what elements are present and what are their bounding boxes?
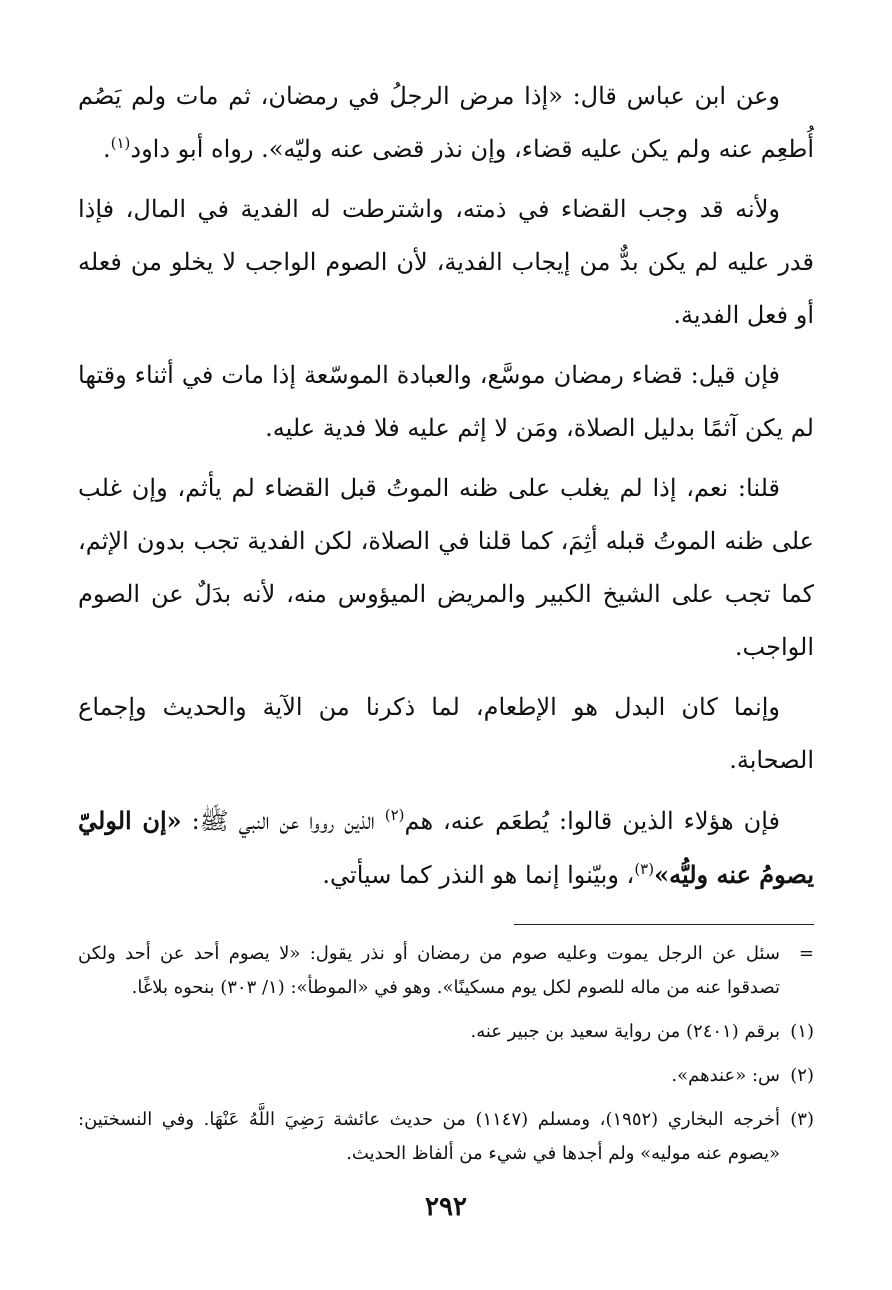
paragraph-substitute: وإنما كان البدل هو الإطعام، لما ذكرنا من الآية والحديث وإجماع الصحابة. <box>78 693 814 774</box>
main-text <box>78 70 814 902</box>
page-number: ٢٩٢ <box>425 1192 467 1222</box>
paragraph-narrators <box>78 794 814 902</box>
footnote-text: سئل عن الرجل يموت وعليه صوم من رمضان أو نذر يقول: «لا يصوم أحد عن أحد ولكن تصدقوا عنه من ماله للصوم لكل يوم مسكينًا». وهو في «الموطأ»: (١/ ٣٠٣) بنحوه بلاغًا. <box>78 943 780 998</box>
footnote-3 <box>78 1103 814 1171</box>
footnote-text: برقم (٢٤٠١) من رواية سعيد بن جبير عنه. <box>470 1021 780 1042</box>
paragraph-objection: فإن قيل: قضاء رمضان موسَّع، والعبادة الموسّعة إذا مات في أثناء وقتها لم يكن آثمًا بدليل الصلاة، ومَن لا إثم عليه فلا فدية عليه. <box>78 361 814 442</box>
footnote-2 <box>78 1059 814 1093</box>
paragraph-ibn-abbas <box>78 70 814 176</box>
footnote-mark: (٣) <box>790 1109 814 1130</box>
footnote-ref-2: (٢) <box>384 806 405 824</box>
footnote-ref-3: (٣) <box>634 860 655 878</box>
paragraph-reply: قلنا: نعم، إذا لم يغلب على ظنه الموتُ قبل القضاء لم يأثم، وإن غلب على ظنه الموتُ قبله أثِمَ، كما قلنا في الصلاة، لكن الفدية تجب بدون الإثم، كما تجب على الشيخ الكبير والمريض الميؤوس منه، لأنه بدَلٌ عن الصوم الواجب. <box>78 474 814 661</box>
paragraph-text: الذين رووا عن النبي ﷺ: <box>181 807 385 835</box>
hadith-quote: «إن الوليّ يصومُ عنه وليُّه» <box>78 806 814 889</box>
footnote-mark: (٢) <box>790 1065 814 1086</box>
paragraph-text: فإن هؤلاء الذين قالوا: يُطعَم عنه، هم <box>404 807 781 835</box>
footnote-text: س: «عندهم». <box>671 1065 780 1086</box>
footnote-mark: (١) <box>790 1021 814 1042</box>
paragraph-fidya-obligation: ولأنه قد وجب القضاء في ذمته، واشترطت له الفدية في المال، فإذا قدر عليه لم يكن بدٌّ من إيجاب الفدية، لأن الصوم الواجب لا يخلو من فعله أو فعل الفدية. <box>78 195 814 329</box>
footnote-mark: = <box>798 943 814 964</box>
footnote-ref-1: (١) <box>110 134 131 152</box>
footnote-1 <box>78 1015 814 1049</box>
footnote-continuation <box>78 937 814 1005</box>
footnote-separator <box>514 924 814 925</box>
paragraph-text: وعن ابن عباس قال: «إذا مرض الرجلُ في رمضان، ثم مات ولم يَصُم أُطعِم عنه ولم يكن عليه قضاء، وإن نذر قضى عنه وليّه». رواه أبو داود <box>78 82 814 163</box>
paragraph-text-end: . <box>102 135 111 163</box>
paragraph-text: ، وبيّنوا إنما هو النذر كما سيأتي. <box>322 861 635 889</box>
footnotes <box>78 937 814 1171</box>
footnote-text: أخرجه البخاري (١٩٥٢)، ومسلم (١١٤٧) من حديث عائشة رَضِيَ اللَّهُ عَنْهَا. وفي النسختين: «يصوم عنه موليه» ولم أجدها في شيء من ألفاظ الحديث. <box>78 1109 780 1164</box>
